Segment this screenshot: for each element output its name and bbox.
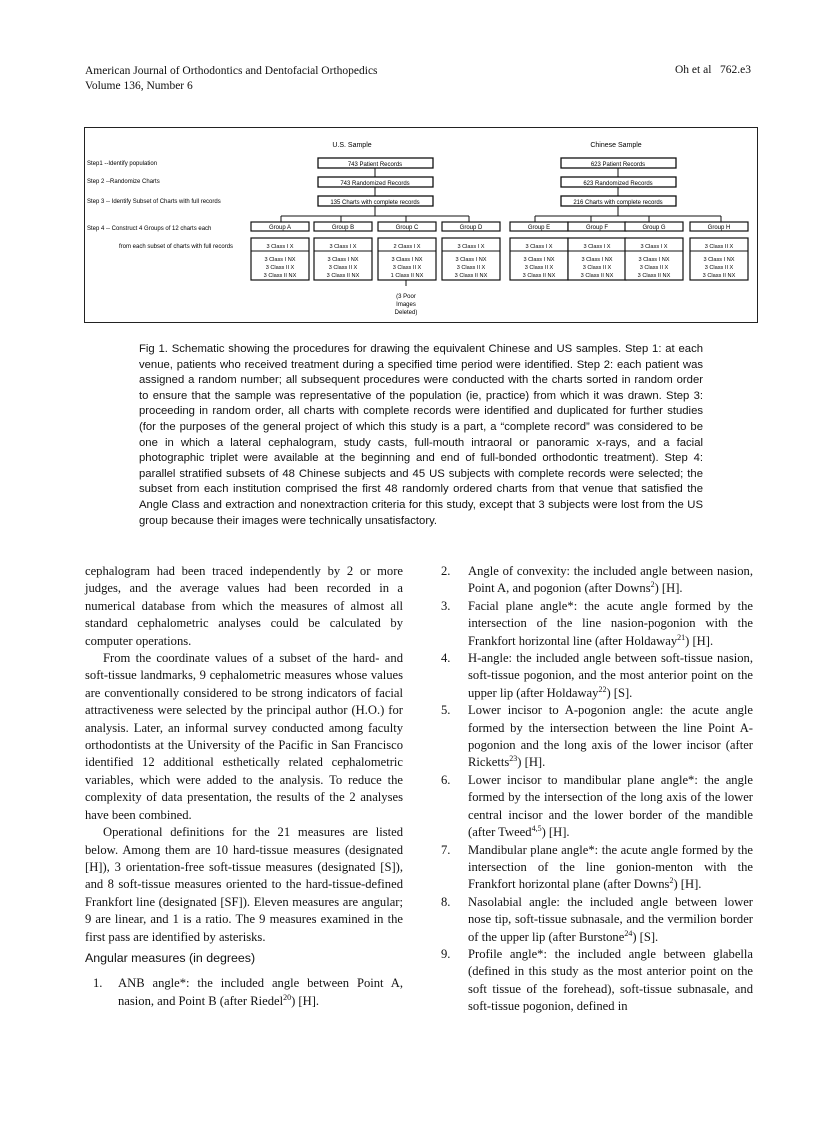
group-row-text: 3 Class I NX (455, 257, 487, 263)
item-text-end: ) [H]. (685, 633, 714, 648)
us-box-randomized-label: 743 Randomized Records (340, 181, 410, 187)
group-row-text: 3 Class I X (525, 244, 553, 250)
item-text-end: ) [S]. (632, 929, 659, 944)
poor-images-note-3: Deleted) (394, 310, 418, 316)
item-text: Angle of convexity: the included angle between nasion, Point A, and pogonion (after Downs (468, 564, 753, 596)
group-row-text: 3 Class I NX (264, 257, 296, 263)
group-row-text: 3 Class II NX (580, 273, 614, 279)
left-column (85, 563, 403, 1010)
group-row-text: 3 Class I NX (581, 257, 613, 263)
group-name: Group E (527, 225, 551, 231)
measure-item-3 (441, 598, 753, 650)
step-4-label: Step 4 -- Construct 4 Groups of 12 charts each (87, 226, 212, 232)
measure-item-4 (441, 650, 753, 702)
right-column (441, 563, 753, 1016)
group-row-text: 3 Class II NX (326, 273, 360, 279)
group-row-text: 3 Class I NX (523, 257, 555, 263)
item-text: Facial plane angle*: the acute angle formed by the intersection of the line nasion-pogonion with the Frankfort horizontal line (after Holdaway (468, 598, 753, 648)
group-name: Group G (642, 225, 666, 231)
step-4-sublabel: from each subset of charts with full records (119, 244, 234, 250)
group-name: Group D (459, 225, 483, 231)
flowchart-svg (85, 128, 759, 324)
group-row-text: 3 Class I NX (327, 257, 359, 263)
group-row-text: 3 Class II X (265, 265, 295, 271)
item-ref: 21 (677, 632, 686, 642)
item-number: 8. (441, 894, 451, 909)
measure-item-1 (85, 975, 403, 1010)
us-sample-title: U.S. Sample (332, 142, 372, 149)
group-row-text: 3 Class II X (582, 265, 612, 271)
item-number: 4. (441, 651, 451, 666)
measure-item-9 (441, 946, 753, 1016)
group-name: Group H (707, 225, 731, 231)
item-text-end: ) [H]. (291, 993, 320, 1008)
group-row-text: 1 Class II NX (390, 273, 424, 279)
item-text-end: ) [H]. (654, 581, 683, 596)
item-text: Lower incisor to A-pogonion angle: the acute angle formed by the intersection between the line Point A-pogonion and the long axis of the lower incisor (after Ricketts (468, 703, 753, 770)
item-ref: 22 (598, 684, 607, 694)
us-box-complete-label: 135 Charts with complete records (330, 200, 420, 206)
item-ref: 2 (669, 876, 674, 886)
group-row-text: 3 Class II X (704, 265, 734, 271)
group-name: Group B (331, 225, 355, 231)
step-2-label: Step 2 --Randomize Charts (87, 179, 160, 185)
group-row-text: 3 Class I X (457, 244, 485, 250)
us-box-patient-label: 743 Patient Records (347, 162, 403, 168)
group-name: Group C (395, 225, 419, 231)
groups-layer (251, 222, 748, 280)
item-ref: 20 (283, 992, 292, 1002)
item-ref: 4,5 (531, 823, 542, 833)
figure-caption: Fig 1. Schematic showing the procedures for drawing the equivalent Chinese and US samples. Step 1: at each venue, patients who received treatment during a specified time period were identified. Step 2: each patient was assigned a random number; all subsequent procedures were conducted with the charts sorted in random order to ensure that the sample was representative of the population (ie, practice) from which it was drawn. Step 3: proceeding in random order, all charts with complete records were identified and duplicated for further studies (for the purposes of the general project of which this study is a part, a “complete record” was considered to be one in which a lateral cephalogram, study casts, full-mouth intraoral or panoramic x-rays, and a facial photographic triplet were available at the beginning and end of full-bonded orthodontic treatment). Step 4: parallel stratified subsets of 48 Chinese subjects and 45 US subjects with complete records were selected; the subset from each institution comprised the first 48 randomly ordered charts from that venue that satisfied the Angle Class and extraction and nonextraction criteria for this study, except that 3 subjects were lost from the US group because their images were technically unsatisfactory. (139, 343, 703, 527)
group-row-text: 3 Class II X (328, 265, 358, 271)
running-header-journal (85, 64, 378, 94)
measure-item-8 (441, 894, 753, 946)
group-row-text: 3 Class I X (640, 244, 668, 250)
step-3-label: Step 3 -- Identify Subset of Charts with full records (87, 199, 221, 205)
paragraph-1: cephalogram had been traced independently by 2 or more judges, and the average values had been recorded in a numerical database from which the measures of almost all standard cephalometric analyses could be calculated by computer operations. (85, 564, 403, 648)
figure-1-flowchart (84, 127, 758, 323)
item-text-end: ) [H]. (673, 877, 702, 892)
item-text: ANB angle*: the included angle between Point A, nasion, and Point B (after Riedel (118, 976, 403, 1008)
measure-item-5 (441, 702, 753, 772)
item-text-end: ) [H]. (541, 825, 570, 840)
group-row-text: 3 Class I X (583, 244, 611, 250)
measure-item-2 (441, 563, 753, 598)
item-text: Lower incisor to mandibular plane angle*: the angle formed by the intersection of the long axis of the lower central incisor and the lower border of the mandible (after Tweed (468, 772, 753, 840)
paragraph-2: From the coordinate values of a subset of the hard- and soft-tissue landmarks, 9 cephalometric measures whose values are conventionally considered to be strong indicators of facial attractiveness were selected by the principal author (H.O.) for analysis. Later, an informal survey conducted among faculty orthodontists at the University of the Pacific in San Francisco identified 12 additional esthetically related cephalometric variables, which were added to the analysis. To reduce the complexity of data presentation, the results of the 2 analyses have been combined. (85, 651, 403, 822)
journal-title: American Journal of Orthodontics and Dentofacial Orthopedics (85, 65, 378, 77)
group-row-text: 3 Class II X (524, 265, 554, 271)
group-name: Group F (585, 225, 609, 231)
cn-sample-title: Chinese Sample (590, 142, 642, 149)
group-row-text: 3 Class II NX (702, 273, 736, 279)
section-heading-angular: Angular measures (in degrees) (85, 950, 256, 965)
item-text-end: ) [H]. (517, 755, 546, 770)
cn-box-randomized-label: 623 Randomized Records (583, 181, 653, 187)
cn-box-patient-label: 623 Patient Records (590, 162, 646, 168)
item-number: 5. (441, 703, 451, 718)
item-text: Profile angle*: the included angle between glabella (defined in this study as the most anterior point on the soft tissue of the forehead), soft-tissue subnasale, and soft-tissue pogonion, defined in (468, 946, 753, 1014)
group-row-text: 3 Class I X (329, 244, 357, 250)
group-row-text: 3 Class I NX (391, 257, 423, 263)
poor-images-note-1: (3 Poor (396, 294, 416, 300)
group-row-text: 3 Class II X (392, 265, 422, 271)
measure-item-7 (441, 842, 753, 894)
item-number: 1. (93, 976, 103, 991)
group-row-text: 3 Class II X (704, 244, 734, 250)
journal-volume: Volume 136, Number 6 (85, 80, 193, 92)
running-header-page: Oh et al 762.e3 (674, 64, 751, 76)
item-text: Nasolabial angle: the included angle between lower nose tip, soft-tissue subnasale, and the vermilion border of the upper lip (after Burstone (468, 894, 753, 944)
group-row-text: 3 Class II X (639, 265, 669, 271)
step-1-label: Step1 --Identify population (87, 161, 158, 167)
group-row-text: 3 Class II NX (263, 273, 297, 279)
measure-item-6 (441, 772, 753, 842)
item-ref: 23 (509, 754, 518, 764)
item-number: 9. (441, 946, 451, 961)
group-row-text: 3 Class II X (456, 265, 486, 271)
item-number: 7. (441, 842, 451, 857)
item-number: 3. (441, 598, 451, 613)
item-text-end: ) [S]. (606, 685, 633, 700)
item-number: 6. (441, 772, 451, 787)
group-row-text: 3 Class I NX (703, 257, 735, 263)
item-text: H-angle: the included angle between soft-tissue nasion, soft-tissue pogonion, and the most anterior point on the upper lip (after Holdaway (468, 651, 753, 700)
group-row-text: 3 Class II NX (637, 273, 671, 279)
group-row-text: 3 Class II NX (454, 273, 488, 279)
item-number: 2. (441, 564, 451, 578)
poor-images-note-2: Images (396, 302, 416, 308)
cn-box-complete-label: 216 Charts with complete records (573, 200, 663, 206)
paragraph-3: Operational definitions for the 21 measures are listed below. Among them are 10 hard-tissue measures (designated [H]), 3 orientation-free soft-tissue measures (designated [S]), and 8 soft-tissue measures oriented to the hard-tissue-defined Frankfort line (designated [SF]). Eleven measures are angular; 9 are linear, and 1 is a ratio. The 9 measures examined in the first pass are identified by asterisks. (85, 825, 403, 944)
item-ref: 24 (624, 928, 633, 938)
item-text: Mandibular plane angle*: the acute angle formed by the intersection of the line gonion-menton with the Frankfort horizontal plane (after Downs (468, 842, 753, 892)
group-row-text: 3 Class II NX (522, 273, 556, 279)
group-row-text: 3 Class I NX (638, 257, 670, 263)
item-ref: 2 (650, 580, 655, 590)
group-row-text: 2 Class I X (393, 244, 421, 250)
group-row-text: 3 Class I X (266, 244, 294, 250)
group-name: Group A (268, 225, 292, 231)
